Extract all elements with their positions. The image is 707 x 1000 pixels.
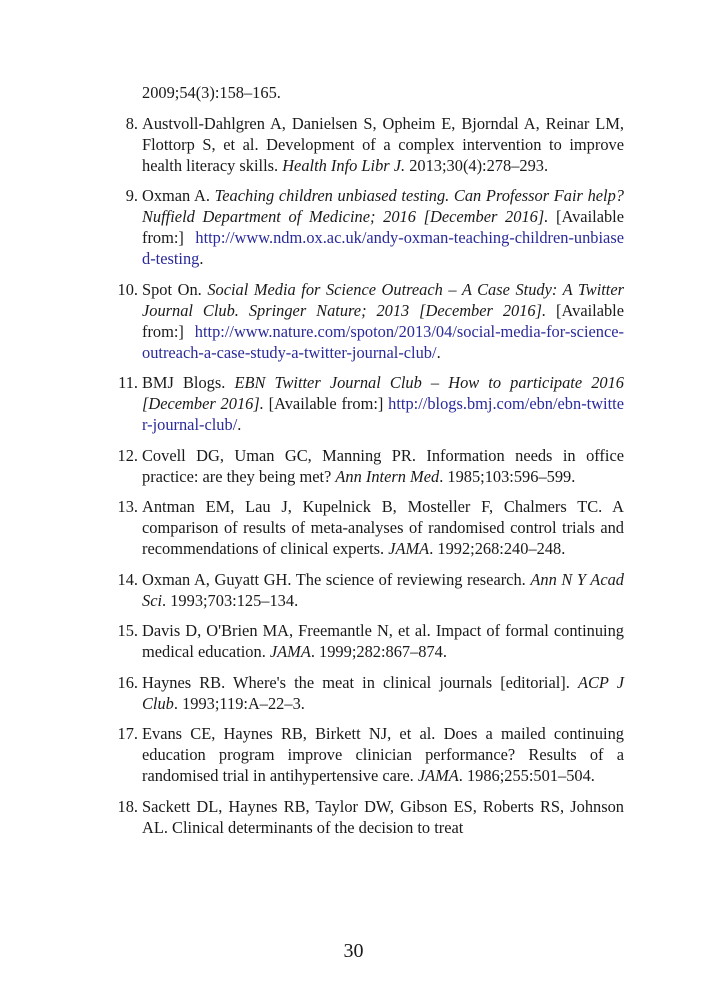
reference-source: Social Media for Science Outreach – A Case Study: A Twitter Journal Club. Springer Nature; 2013 [December 2016]. xyxy=(142,279,625,320)
reference-authors: Oxman A. xyxy=(142,186,215,205)
reference-number: 11. xyxy=(118,373,138,392)
reference-authors: Haynes RB. Where's the meat in clinical journals [editorial]. xyxy=(142,672,578,692)
reference-item xyxy=(106,279,624,363)
reference-item xyxy=(106,672,624,714)
reference-authors: Austvoll-Dahlgren A, Danielsen S, Opheim E, Bjorndal A, Reinar LM, Flottorp S, et al. Development of a complex intervention to improve health literacy skills. xyxy=(142,113,624,175)
reference-item xyxy=(106,796,624,838)
reference-details: 2013;30(4):278–293. xyxy=(405,155,549,175)
reference-authors: BMJ Blogs. xyxy=(142,373,235,392)
reference-item xyxy=(106,620,624,662)
reference-details: . 1999;282:867–874. xyxy=(310,642,447,661)
reference-number: 17. xyxy=(117,724,138,743)
reference-item xyxy=(106,113,624,176)
reference-source: EBN Twitter Journal Club – How to participate 2016 [December 2016]. xyxy=(142,373,624,413)
reference-details: . 1985;103:596–599. xyxy=(439,466,576,486)
reference-details: . 1986;255:501–504. xyxy=(458,766,595,785)
reference-number: 15. xyxy=(117,621,138,640)
reference-number: 8. xyxy=(125,113,138,133)
reference-item xyxy=(106,496,624,559)
reference-authors: Spot On. xyxy=(142,279,208,299)
reference-details: [Available from:] xyxy=(142,300,625,341)
reference-trailing-punct: . xyxy=(199,249,204,268)
reference-source: JAMA xyxy=(269,642,311,661)
reference-authors: Covell DG, Uman GC, Manning PR. Information needs in office practice: are they being met? xyxy=(142,445,624,486)
reference-details: [Available from:] xyxy=(263,394,389,413)
reference-source: Ann N Y Acad Sci xyxy=(142,569,624,610)
reference-continuation xyxy=(106,82,624,103)
page-number: 30 xyxy=(343,940,364,962)
reference-link[interactable]: http://blogs.bmj.com/ebn/ebn-twitter-journal-club/ xyxy=(142,394,624,434)
reference-source: Ann Intern Med xyxy=(335,466,440,486)
reference-details: . 1992;268:240–248. xyxy=(429,539,566,558)
reference-number: 18. xyxy=(117,796,138,816)
reference-number: 10. xyxy=(117,279,138,299)
reference-source: Health Info Libr J. xyxy=(282,155,406,175)
reference-authors: Antman EM, Lau J, Kupelnick B, Mosteller F, Chalmers TC. A comparison of results of meta-analyses of randomised control trials and recommendations of clinical experts. xyxy=(142,497,624,558)
reference-link[interactable]: http://www.ndm.ox.ac.uk/andy-oxman-teaching-children-unbiased-testing xyxy=(142,228,624,268)
reference-item xyxy=(106,569,624,611)
reference-link[interactable]: http://www.nature.com/spoton/2013/04/social-media-for-science-outreach-a-case-study-a-twitter-journal-club/ xyxy=(142,321,624,362)
reference-item xyxy=(106,445,624,487)
reference-number: 12. xyxy=(117,445,138,465)
reference-number: 16. xyxy=(117,672,138,692)
reference-trailing-punct: . xyxy=(436,342,441,362)
reference-trailing-punct: . xyxy=(237,415,242,434)
reference-authors: Sackett DL, Haynes RB, Taylor DW, Gibson ES, Roberts RS, Johnson AL. Clinical determinants of the decision to treat xyxy=(142,796,624,837)
continuation-text: 2009;54(3):158–165. xyxy=(142,83,281,102)
reference-source: ACP J Club xyxy=(142,672,624,713)
reference-item xyxy=(106,372,624,435)
reference-authors: Davis D, O'Brien MA, Freemantle N, et al. Impact of formal continuing medical education. xyxy=(142,621,624,661)
reference-authors: Oxman A, Guyatt GH. The science of reviewing research. xyxy=(142,569,531,589)
reference-authors: Evans CE, Haynes RB, Birkett NJ, et al. Does a mailed continuing education program improve clinician performance? Results of a randomised trial in antihypertensive care. xyxy=(142,724,624,785)
reference-item xyxy=(106,723,624,786)
reference-source: Teaching children unbiased testing. Can Professor Fair help? Nuffield Department of Medicine; 2016 [December 2016]. xyxy=(142,186,624,226)
reference-number: 14. xyxy=(117,569,138,589)
reference-details: [Available from:] xyxy=(142,207,624,247)
reference-source: JAMA xyxy=(417,766,459,785)
reference-list xyxy=(106,82,624,847)
reference-number: 9. xyxy=(125,186,138,205)
reference-source: JAMA xyxy=(388,539,430,558)
reference-number: 13. xyxy=(117,497,138,516)
reference-item xyxy=(106,185,624,269)
reference-details: . 1993;119:A–22–3. xyxy=(173,693,305,713)
reference-details: . 1993;703:125–134. xyxy=(162,590,299,610)
